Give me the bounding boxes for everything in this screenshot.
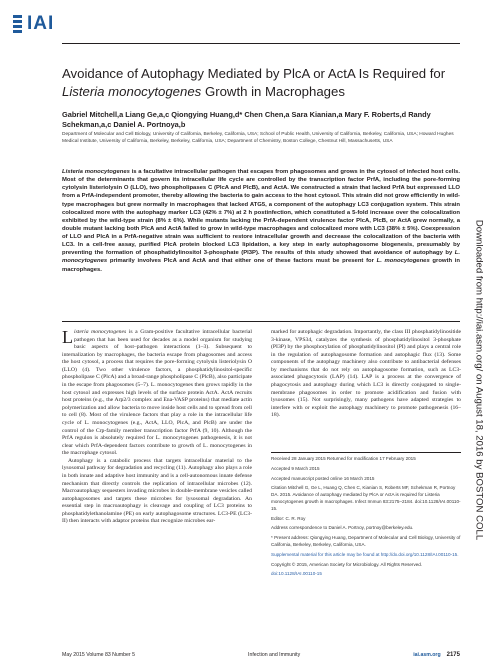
abstract-end: growth in macrophages. bbox=[62, 258, 460, 273]
page-number: 2175 bbox=[446, 652, 460, 658]
title-part1: Avoidance of Autophagy Mediated by PlcA or ActA Is Required for bbox=[62, 66, 446, 81]
page-footer bbox=[62, 652, 460, 658]
title-part3: Growth in Macrophages bbox=[201, 84, 345, 99]
abstract-organism-1: L. monocytogenes bbox=[62, 250, 460, 265]
abstract bbox=[62, 168, 460, 274]
abstract-lead: Listeria monocytogenes bbox=[62, 169, 130, 175]
download-watermark bbox=[472, 170, 486, 590]
journal-url-link[interactable]: iai.asm.org bbox=[413, 652, 441, 658]
journal-logo bbox=[13, 13, 54, 35]
intro-paragraph-3: marked for autophagic degradation. Importantly, the class III phosphatidylinositide 3-kinase, VPS34, catalyzes the synthesis of phosphatidylinositol 3-phosphate (PI3P) by the phosphorylation of phosphatidylinositol (PI) and plays a central role in the regulation of autophagosome formation and autophagic flux (13). Some components of the autophagy machinery also contribute to antibacterial defenses by mechanisms that do not rely on autophagosome formation, such as LC3-associated phagocytosis (LAP) (14). LAP is a process at the convergence of phagocytosis and autophagy during which LC3 is directly conjugated to single-membrane phagosomes in order to promote acidification and fusion with lysosomes (15). Not surprisingly, many pathogens have adapted strategies to interfere with or exploit the autophagy machinery to promote pathogenesis (16–18). bbox=[271, 329, 461, 419]
citation: Citation Mitchell G, Ge L, Huang Q, Chen C, Kianian S, Roberts MF, Schekman R, Portnoy DA. 2015. Avoidance of autophagy mediated by PlcA or ActA is required for Listeria monocytogenes growth in macrophages. Infect Immun 83:2175–2184. doi:10.1128/IAI.00110-15. bbox=[271, 485, 461, 511]
issue-info: May 2015 Volume 83 Number 5 bbox=[62, 652, 135, 658]
drop-cap: L bbox=[62, 327, 73, 347]
affiliations: Department of Molecular and Cell Biology, University of California, Berkeley, California, USA; School of Public Health, University of California, Berkeley, California, USA; Howard Hughes Medical Institute, University of California, Berkeley, Berkeley, California, USA; Department of Chemistry, Boston College, Chestnut Hill, Massachusetts, USA bbox=[62, 132, 454, 145]
header-rule bbox=[62, 43, 460, 44]
logo-text: IAI bbox=[27, 13, 55, 34]
footer-right bbox=[413, 652, 460, 658]
logo-bars-icon bbox=[13, 15, 22, 33]
body-column-right bbox=[271, 329, 461, 420]
body-column-left bbox=[62, 329, 252, 526]
intro-organism: isteria monocytogenes bbox=[74, 329, 127, 335]
abstract-body: is a facultative intracellular pathogen that escapes from phagosomes and grows in the cytosol of infected host cells. Most of the determinants that govern its intracellular life cycle are controlled by the transcription factor PrfA, including the pore-forming cytolysin listeriolysin O (LLO), two phospholipases C (PlcA and PlcB), and ActA. We constructed a strain that lacked PrfA but expressed LLO from a PrfA-independent promoter, thereby allowing the bacteria to gain access to the host cytosol. This strain did not grow efficiently in wild-type macrophages but grew normally in macrophages that lacked ATG5, a component of the autophagy LC3 conjugation system. This strain colocalized more with the autophagy marker LC3 (42% ± 7%) at 2 h postinfection, which constituted a 5-fold increase over the colocalization exhibited by the wild-type strain (8% ± 6%). While mutants lacking the PrfA-dependent virulence factor PlcA, PlcB, or ActA grew normally, a double mutant lacking both PlcA and ActA failed to grow in wild-type macrophages and colocalized more with LC3 (38% ± 5%). Coexpression of LLO and PlcA in a PrfA-negative strain was sufficient to restore intracellular growth and decrease the colocalization of the bacteria with LC3. In a cell-free assay, purified PlcA protein blocked LC3 lipidation, a key step in early autophagosome biogenesis, presumably by preventing the formation of phosphatidylinositol 3-phosphate (PI3P). The results of this study showed that avoidance of autophagy by bbox=[62, 169, 460, 257]
intro-paragraph-1 bbox=[62, 329, 252, 458]
correspondence: Address correspondence to Daniel A. Portnoy, portnoy@berkeley.edu. bbox=[271, 525, 414, 531]
author-list: Gabriel Mitchell,a Liang Ge,a,c Qiongying Huang,d* Chen Chen,a Sara Kianian,a Mary F. Roberts,d Randy Schekman,a,c Daniel A. Portnoya,b bbox=[62, 110, 431, 129]
copyright: Copyright © 2015, American Society for Microbiology. All Rights Reserved. bbox=[271, 561, 423, 567]
present-address: * Present address: Qiongying Huang, Department of Molecular and Cell Biology, University of California, Berkeley, Berkeley, California, USA. bbox=[271, 535, 461, 547]
abstract-body-2: primarily involves PlcA and ActA and that either one of these factors must be present for bbox=[107, 258, 377, 265]
abstract-rule bbox=[62, 321, 460, 322]
download-note: Downloaded from http://iai.asm.org/ on August 18, 2016 by BOSTON COLL bbox=[473, 219, 485, 541]
received-date: Received 28 January 2015 Returned for modification 17 February 2015 bbox=[271, 456, 416, 461]
abstract-organism-2: L. monocytogenes bbox=[376, 258, 430, 265]
journal-name: Infection and Immunity bbox=[248, 652, 301, 658]
intro-text-1: is a Gram-positive facultative intracellular bacterial pathogen that has been used for decades as a model organism for studying basic aspects of host–pathogen interactions (1–3). Subsequent to internalization by macrophages, the bacteria escape from phagosomes and access the host cytosol, a process that requires the pore-forming cytolysin listeriolysin O (LLO) (4). Two other virulence factors, a phosphatidylinositol-specific phospholipase C (PlcA) and a broad-range phospholipase C (PlcB), also participate in the escape from phagosomes (5–7). L. monocytogenes then grows rapidly in the host cytosol and expresses high levels of the surface protein ActA. ActA recruits host proteins (e.g., the Arp2/3 complex and Ena-VASP proteins) that mediate actin polymerization and allow bacteria to move inside host cells and to spread from cell to cell (8). Most of the virulence factors that play a role in the intracellular life cycle of L. monocytogenes (e.g., ActA, LLO, PlcA, and PlcB) are under the control of the Crp-family member transcription factor PrfA (9, 10). Although the PrfA regulon is absolutely required for L. monocytogenes pathogenesis, it is not clear which PrfA-dependent factors contribute to growth of L. monocytogenes in the macrophage cytosol. bbox=[62, 329, 252, 457]
doi-link[interactable]: doi:10.1128/IAI.00110-15 bbox=[271, 571, 322, 577]
editor: Editor: C. R. Roy bbox=[271, 515, 306, 521]
title-organism: Listeria monocytogenes bbox=[62, 84, 202, 99]
article-title bbox=[62, 65, 460, 101]
info-rule bbox=[271, 452, 461, 453]
supplemental-link[interactable]: Supplemental material for this article may be found at http://dx.doi.org/10.1128/IAI.00110-15. bbox=[271, 551, 459, 557]
article-info-box bbox=[271, 452, 461, 581]
intro-paragraph-2: Autophagy is a catabolic process that targets intracellular material to the lysosomal pathway for degradation and recycling (11). Autophagy also plays a role in both innate and adaptive host immunity and is a cell-autonomous innate defense mechanism that directly controls the replication of intracellular microbes (12). Macroautophagy sequesters invading microbes in double-membrane vesicles called autophagosomes and targets these microbes for lysosomal degradation. An essential step in macroautophagy is cleavage and coupling of LC3 proteins to phosphatidylethanolamine (PE) on early autophagosome structures. LC3-PE (LC3-II) then interacts with adaptor proteins that recognize microbes ear- bbox=[62, 457, 252, 525]
accepted-date: Accepted 9 March 2015 bbox=[271, 465, 320, 471]
posted-date: Accepted manuscript posted online 16 March 2015 bbox=[271, 475, 375, 481]
